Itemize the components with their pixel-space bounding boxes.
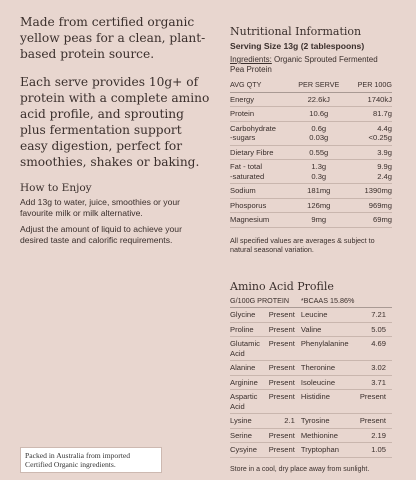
amino-value-left: Present [264,428,301,443]
nutrition-row [230,160,392,184]
storage-note: Store in a cool, dry place away from sunlight. [230,465,370,473]
amino-value-left: Present [264,375,301,390]
amino-row [230,337,392,361]
amino-row [230,428,392,443]
amino-value-left: Present [264,361,301,376]
amino-row [230,414,392,429]
amino-header-left: G/100G PROTEIN [230,296,301,308]
per-100g-value: 1740kJ [346,92,392,107]
amino-header-row [230,296,392,308]
amino-value-right: 2.19 [355,428,392,443]
intro-paragraph-2: Each serve provides 10g+ of protein with a complete amino acid profile, and sprouting plus fermentation support easy digestion, perfect for smoothies, shakes or baking. [20,75,210,169]
amino-value-right: 3.71 [355,375,392,390]
amino-value-left: Present [264,322,301,337]
packed-in-australia-badge: Packed in Australia from imported Certified Organic ingredients. [20,447,162,473]
amino-name-right: Methionine [301,428,355,443]
per-serve-value: 22.6kJ [291,92,346,107]
nutrient-name: Protein [230,107,291,122]
per-serve-value: 10.6g [291,107,346,122]
per-100g-value: 69mg [346,213,392,228]
per-100g-value: 3.9g [346,145,392,160]
amino-row [230,361,392,376]
per-100g-value: 9.9g 2.4g [346,160,392,184]
nutrient-name: Energy [230,92,291,107]
ingredients-text: Organic Sprouted Fermented Pea Protein [230,55,378,74]
amino-name-right: Theronine [301,361,355,376]
header-per-serve: PER SERVE [291,80,346,92]
amino-row [230,390,392,414]
amino-value-left: Present [264,443,301,458]
per-serve-value: 0.6g 0.03g [291,121,346,145]
nutrition-row [230,184,392,199]
amino-name-right: Tryptophan [301,443,355,458]
nutrition-row [230,145,392,160]
amino-value-left: Present [264,390,301,414]
nutrition-row [230,121,392,145]
amino-title: Amino Acid Profile [230,279,334,293]
amino-name-right: Tyrosine [301,414,355,429]
amino-value-left: 2.1 [264,414,301,429]
amino-name-right: Valine [301,322,355,337]
header-per-100g: PER 100G [346,80,392,92]
nutrient-name: Fat - total -saturated [230,160,291,184]
nutrition-row [230,198,392,213]
nutrient-name: Magnesium [230,213,291,228]
nutrient-name: Phosporus [230,198,291,213]
nutrition-row [230,213,392,228]
amino-value-left: Present [264,337,301,361]
serving-size: Serving Size 13g (2 tablespoons) [230,41,365,51]
amino-value-right: Present [355,390,392,414]
amino-value-right: 3.02 [355,361,392,376]
per-100g-value: 81.7g [346,107,392,122]
nutrition-row [230,92,392,107]
how-to-enjoy-heading: How to Enjoy [20,182,92,194]
amino-name-left: Cysyine [230,443,264,458]
amino-table [230,296,392,458]
how-to-enjoy-text-1: Add 13g to water, juice, smoothies or your favourite milk or milk alternative. [20,197,181,218]
per-100g-value: 4.4g <0.25g [346,121,392,145]
amino-name-left: Proline [230,322,264,337]
amino-row [230,443,392,458]
amino-row [230,322,392,337]
ingredients-label: Ingredients: [230,55,272,64]
amino-row [230,308,392,323]
amino-name-left: Glycine [230,308,264,323]
amino-name-left: Aspartic Acid [230,390,264,414]
amino-name-left: Arginine [230,375,264,390]
amino-value-right: 5.05 [355,322,392,337]
nutrition-panel [230,25,392,480]
nutrition-table [230,80,392,228]
nutrient-name: Sodium [230,184,291,199]
amino-value-right: 7.21 [355,308,392,323]
nutrition-header-row [230,80,392,92]
amino-value-right: 4.69 [355,337,392,361]
intro-paragraph-1: Made from certified organic yellow peas for a clean, plant-based protein source. [20,15,206,61]
nutrition-title: Nutritional Information [230,25,362,38]
amino-name-left: Glutamic Acid [230,337,264,361]
nutrition-footnote: All specified values are averages & subject to natural seasonal variation. [230,235,375,254]
amino-value-right: 1.05 [355,443,392,458]
amino-name-left: Alanine [230,361,264,376]
amino-value-left: Present [264,308,301,323]
per-100g-value: 1390mg [346,184,392,199]
nutrient-name: Carbohydrate -sugars [230,121,291,145]
amino-header-right: *BCAAS 15.86% [301,296,392,308]
per-serve-value: 9mg [291,213,346,228]
amino-name-left: Serine [230,428,264,443]
per-serve-value: 0.55g [291,145,346,160]
product-description [20,14,210,251]
nutrition-row [230,107,392,122]
per-serve-value: 1.3g 0.3g [291,160,346,184]
per-serve-value: 181mg [291,184,346,199]
amino-name-right: Leucine [301,308,355,323]
amino-name-right: Phenylalanine [301,337,355,361]
how-to-enjoy-text-2: Adjust the amount of liquid to achieve your desired taste and calorific requirements. [20,224,182,245]
header-avg-qty: AVG QTY [230,80,291,92]
ingredients [230,55,392,75]
nutrient-name: Dietary Fibre [230,145,291,160]
amino-name-right: Histidine [301,390,355,414]
amino-name-right: Isoleucine [301,375,355,390]
per-serve-value: 126mg [291,198,346,213]
per-100g-value: 969mg [346,198,392,213]
amino-name-left: Lysine [230,414,264,429]
amino-row [230,375,392,390]
amino-value-right: Present [355,414,392,429]
